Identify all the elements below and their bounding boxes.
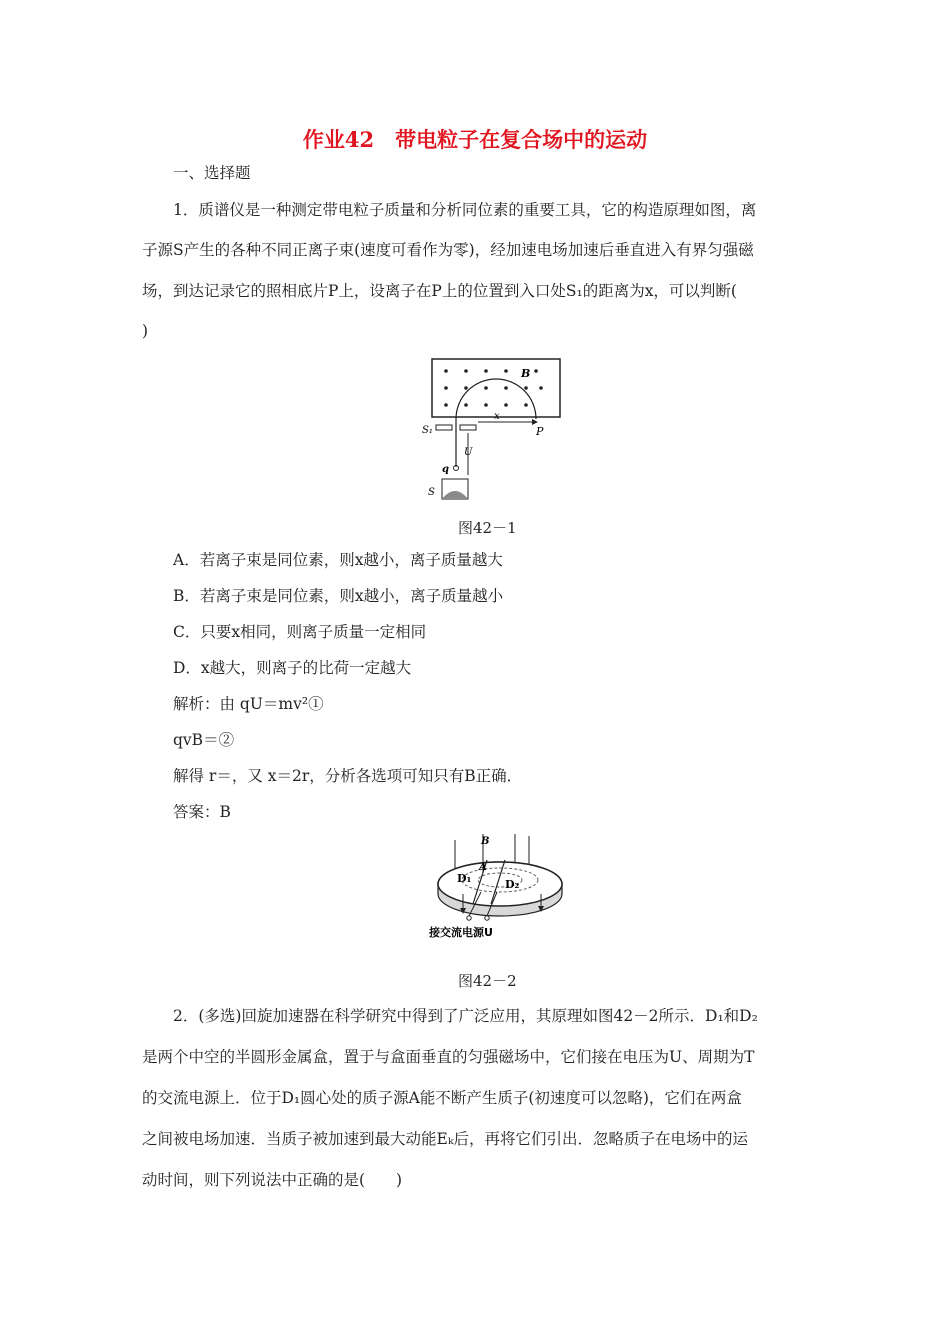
q1-line-3: 场，到达记录它的照相底片P上，设离子在P上的位置到入口处S₁的距离为x，可以判断( <box>142 282 737 300</box>
q2-line-3: 的交流电源上．位于D₁圆心处的质子源A能不断产生质子(初速度可以忽略)，它们在两盒 <box>142 1089 742 1107</box>
ac-source-label: 接交流电源U <box>429 926 493 939</box>
q1-line-1: 1．质谱仪是一种测定带电粒子质量和分析同位素的重要工具，它的构造原理如图，离 <box>173 201 757 219</box>
figure-42-1-caption: 图42－1 <box>458 519 517 537</box>
q1-analysis-3: 解得 r＝，又 x＝2r，分析各选项可知只有B正确． <box>173 767 523 785</box>
q1-analysis-1: 解析：由 qU＝mv²① <box>173 695 324 713</box>
source-label-s: S <box>428 487 435 498</box>
q1-option-d: D．x越大，则离子的比荷一定越大 <box>173 659 412 677</box>
q2-line-1: 2．(多选)回旋加速器在科学研究中得到了广泛应用，其原理如图42－2所示．D₁和D₂ <box>173 1007 758 1025</box>
distance-label-x: x <box>494 411 500 422</box>
q2-line-5: 动时间，则下列说法中正确的是( ) <box>142 1171 403 1189</box>
ion-source-fill <box>442 491 468 499</box>
plate-label-p: P <box>536 425 544 438</box>
q1-option-a: A．若离子束是同位素，则x越小，离子质量越大 <box>173 551 503 569</box>
charge-label-q: q <box>442 464 449 475</box>
q2-line-2: 是两个中空的半圆形金属盒，置于与盒面垂直的匀强磁场中，它们接在电压为U、周期为T <box>142 1048 755 1066</box>
q1-line-2: 子源S产生的各种不同正离子束(速度可看作为零)，经加速电场加速后垂直进入有界匀强磁 <box>142 241 754 259</box>
section-heading: 一、选择题 <box>173 164 251 182</box>
q1-option-b: B．若离子束是同位素，则x越小，离子质量越小 <box>173 587 504 605</box>
cyclotron-label-d1: D₁ <box>457 872 472 885</box>
q1-option-c: C．只要x相同，则离子质量一定相同 <box>173 623 427 641</box>
slit-label-s1: S₁ <box>422 425 433 436</box>
cyclotron-label-d2: D₂ <box>505 878 520 891</box>
cyclotron-figure <box>425 832 575 944</box>
q1-line-4: ) <box>142 322 149 340</box>
mass-spectrometer-figure <box>420 355 570 505</box>
figure-42-2-caption: 图42－2 <box>458 972 517 990</box>
cyclotron-label-a: A <box>479 862 487 873</box>
field-label-b: B <box>521 367 531 380</box>
page-title: 作业42 带电粒子在复合场中的运动 <box>302 127 648 152</box>
q1-answer: 答案：B <box>173 803 231 821</box>
q2-line-4: 之间被电场加速．当质子被加速到最大动能Eₖ后，再将它们引出．忽略质子在电场中的运 <box>142 1130 748 1148</box>
cyclotron-label-b: B <box>481 836 490 847</box>
q1-analysis-2: qvB＝② <box>173 731 235 749</box>
voltage-label-u: U <box>464 447 473 458</box>
